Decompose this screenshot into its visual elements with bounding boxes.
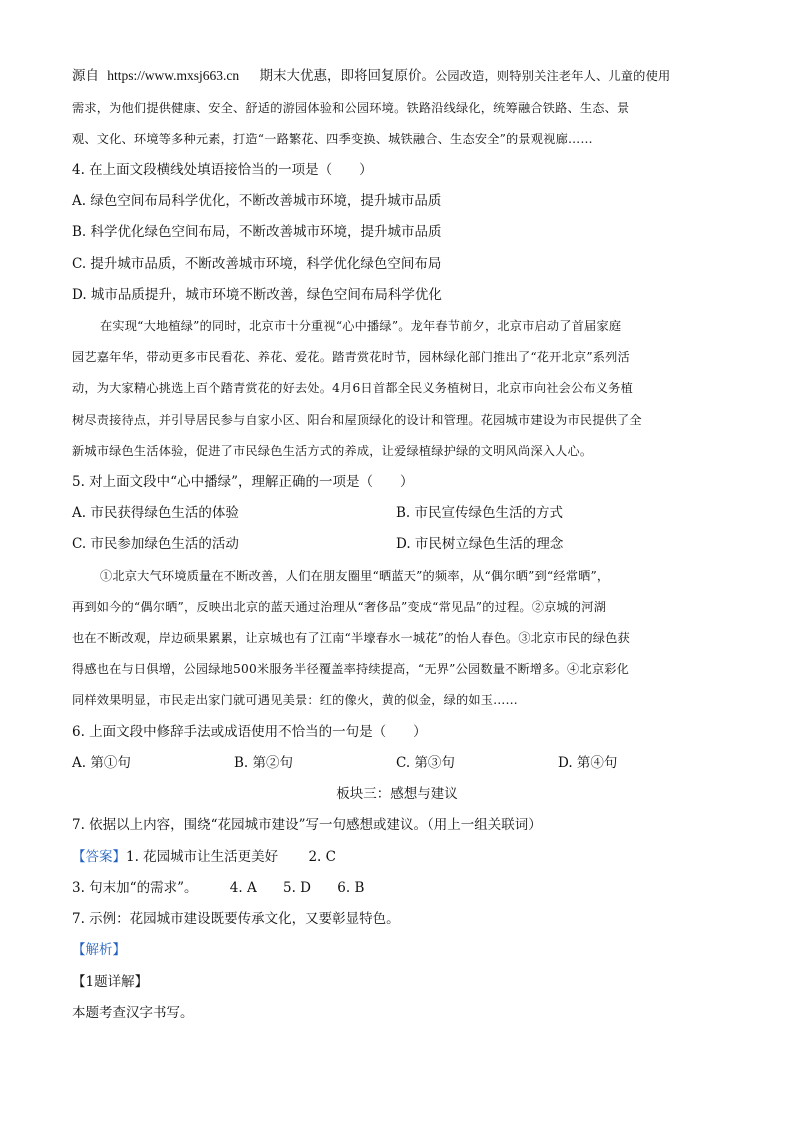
question-6-option-a: A. 第①句	[72, 755, 131, 771]
paragraph-1-line-1	[72, 66, 722, 86]
paragraph-2-line-2: 园艺嘉年华，带动更多市民看花、养花、爱花。踏青赏花时节，园林绿化部门推出了“花开北京”系列活	[72, 350, 630, 364]
question-6-option-b: B. 第②句	[234, 755, 294, 771]
question-7-stem: 7. 依据以上内容，围绕“花园城市建设”写一句感想或建议。（用上一组关联词）	[72, 817, 542, 833]
answer-7: 7. 示例：花园城市建设既要传承文化，又要彰显特色。	[72, 911, 400, 927]
question-5-option-a: A. 市民获得绿色生活的体验	[72, 505, 239, 521]
question-4-option-a: A. 绿色空间布局科学优化，不断改善城市环境，提升城市品质	[72, 193, 442, 209]
paragraph-3-line-1: ①北京大气环境质量在不断改善，人们在朋友圈里“晒蓝天”的频率，从“偶尔晒”到“经常晒”，	[100, 569, 610, 583]
answer-1: 1. 花园城市让生活更美好	[126, 849, 279, 865]
paragraph-2-line-4: 树尽责接待点，并引导居民参与自家小区、阳台和屋顶绿化的设计和管理。花园城市建设为市民提供了全	[72, 413, 642, 427]
question-6-stem: 6. 上面文段中修辞手法或成语使用不恰当的一句是（ ）	[72, 724, 427, 740]
analysis-label: 【解析】	[72, 942, 126, 958]
paragraph-1-line-2: 需求，为他们提供健康、安全、舒适的游园体验和公园环境。铁路沿线绿化，统筹融合铁路、生态、景	[72, 101, 630, 115]
question-1-detail-heading: 【1题详解】	[72, 974, 149, 990]
source-url[interactable]: https://www.mxsj663.cn	[107, 68, 240, 83]
paragraph-2-line-3: 动，为大家精心挑选上百个踏青赏花的好去处。4月6日首都全民义务植树日，北京市向社会公布义务植	[72, 381, 633, 395]
paragraph-3-line-3: 也在不断改观，岸边硕果累累，让京城也有了江南“半壕春水一城花”的怡人春色。③北京市民的绿色获	[72, 631, 630, 645]
question-5-option-c: C. 市民参加绿色生活的活动	[72, 536, 239, 552]
question-5-option-d: D. 市民树立绿色生活的理念	[396, 536, 564, 552]
paragraph-2-line-5: 新城市绿色生活体验，促进了市民绿色生活方式的养成，让爱绿植绿护绿的文明风尚深入人心。	[72, 444, 593, 458]
source-prefix: 源自	[72, 68, 99, 84]
question-6-option-d: D. 第④句	[558, 755, 618, 771]
answer-2: 2. C	[308, 849, 336, 865]
paragraph-2-line-1: 在实现“大地植绿”的同时，北京市十分重视“心中播绿”。龙年春节前夕，北京市启动了首届家庭	[100, 319, 622, 333]
question-4-option-b: B. 科学优化绿色空间布局，不断改善城市环境，提升城市品质	[72, 224, 442, 240]
question-4-option-d: D. 城市品质提升，城市环境不断改善，绿色空间布局科学优化	[72, 287, 442, 303]
question-5-stem: 5. 对上面文段中“心中播绿”，理解正确的一项是（ ）	[72, 474, 414, 490]
question-6-option-c: C. 第③句	[396, 755, 455, 771]
answer-6: 6. B	[337, 880, 365, 896]
answer-3: 3. 句末加“的需求”。	[72, 880, 198, 896]
question-4-option-c: C. 提升城市品质，不断改善城市环境，科学优化绿色空间布局	[72, 256, 442, 272]
question-4-stem: 4. 在上面文段横线处填语接恰当的一项是（ ）	[72, 162, 373, 178]
paragraph-1-line-3: 观、文化、环境等多种元素，打造“一路繁花、四季变换、城铁融合、生态安全”的景观视廊……	[72, 132, 593, 146]
paragraph-3-line-5: 同样效果明显，市民走出家门就可遇见美景：红的像火，黄的似金，绿的如玉……	[72, 693, 518, 707]
answer-line-1	[72, 847, 722, 867]
question-1-detail-text: 本题考查汉字书写。	[72, 1005, 194, 1021]
answer-line-2	[72, 878, 722, 898]
section-3-heading: 板块三：感想与建议	[336, 786, 458, 802]
paragraph-1-text: 公园改造，则特别关注老年人、儿童的使用	[434, 69, 671, 83]
answer-5: 5. D	[283, 880, 311, 896]
paragraph-3-line-4: 得感也在与日俱增，公园绿地500米服务半径覆盖率持续提高，“无界”公园数量不断增多。④北京彩化	[72, 662, 629, 676]
paragraph-3-line-2: 再到如今的“偶尔晒”，反映出北京的蓝天通过治理从“奢侈品”变成“常见品”的过程。②京城的河湖	[72, 600, 607, 614]
promo-text: 期末大优惠，即将回复原价。	[259, 68, 435, 84]
question-5-option-b: B. 市民宣传绿色生活的方式	[396, 505, 564, 521]
answer-4: 4. A	[229, 880, 257, 896]
answer-label: 【答案】	[72, 849, 126, 865]
